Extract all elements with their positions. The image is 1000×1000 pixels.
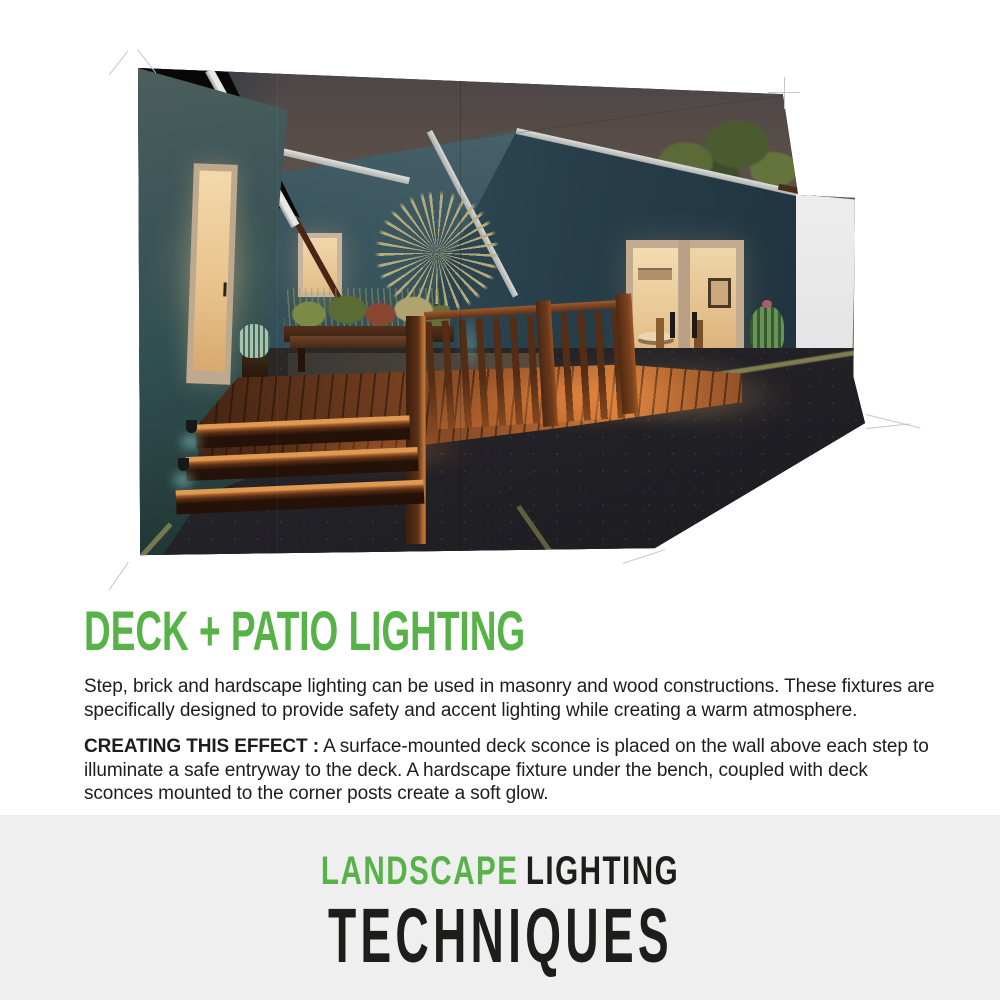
collage-crease (460, 68, 461, 562)
railing-balusters (425, 309, 637, 429)
intro-paragraph: Step, brick and hardscape lighting can be used in masonry and wood constructions. These fixtures are specifically designed to provide safety and accent lighting while creating a warm atmosphere. (84, 676, 935, 721)
footer-banner (0, 815, 1000, 1000)
crop-mark (784, 77, 785, 109)
door-handle (692, 312, 697, 338)
crop-mark (108, 562, 128, 590)
brand-title-line2: TECHNIQUES (327, 893, 673, 979)
brand-word-landscape: LANDSCAPE (320, 849, 519, 893)
sconce-glow (176, 430, 206, 454)
effect-paragraph-body: A surface-mounted deck sconce is placed on the wall above each step to illuminate a safe entryway to the deck. A hardscape fixture under the bench, coupled with deck sconces mounted to the corner posts create a soft glow. (84, 736, 929, 804)
deck-sconce-light (178, 458, 189, 471)
deck-sconce-light (186, 420, 197, 433)
door-handle (223, 282, 226, 296)
door-glass (193, 171, 232, 372)
barrel-cactus (238, 324, 270, 358)
collage-crease (277, 68, 278, 562)
effect-paragraph (84, 735, 936, 806)
garden-bench (290, 336, 422, 348)
interior-shelf (638, 268, 672, 280)
brand-word-lighting: LIGHTING (525, 849, 680, 893)
interior-chair (656, 318, 664, 348)
content-section (84, 599, 936, 806)
cactus-flower (762, 300, 772, 308)
effect-paragraph-lead: CREATING THIS EFFECT : (84, 736, 319, 757)
sconce-glow (168, 468, 198, 492)
brand-title-line1 (321, 851, 679, 891)
crop-mark (623, 549, 665, 564)
hero-illustration (138, 68, 865, 562)
interior-picture-frame (708, 278, 731, 308)
bench-leg (298, 348, 305, 372)
left-glass-door (186, 163, 238, 384)
potted-cactus (750, 306, 784, 352)
deck-railing (424, 299, 637, 439)
door-handle (670, 312, 675, 338)
crop-mark (109, 51, 128, 75)
page-title: DECK + PATIO LIGHTING (84, 599, 526, 662)
crop-mark (866, 423, 910, 429)
